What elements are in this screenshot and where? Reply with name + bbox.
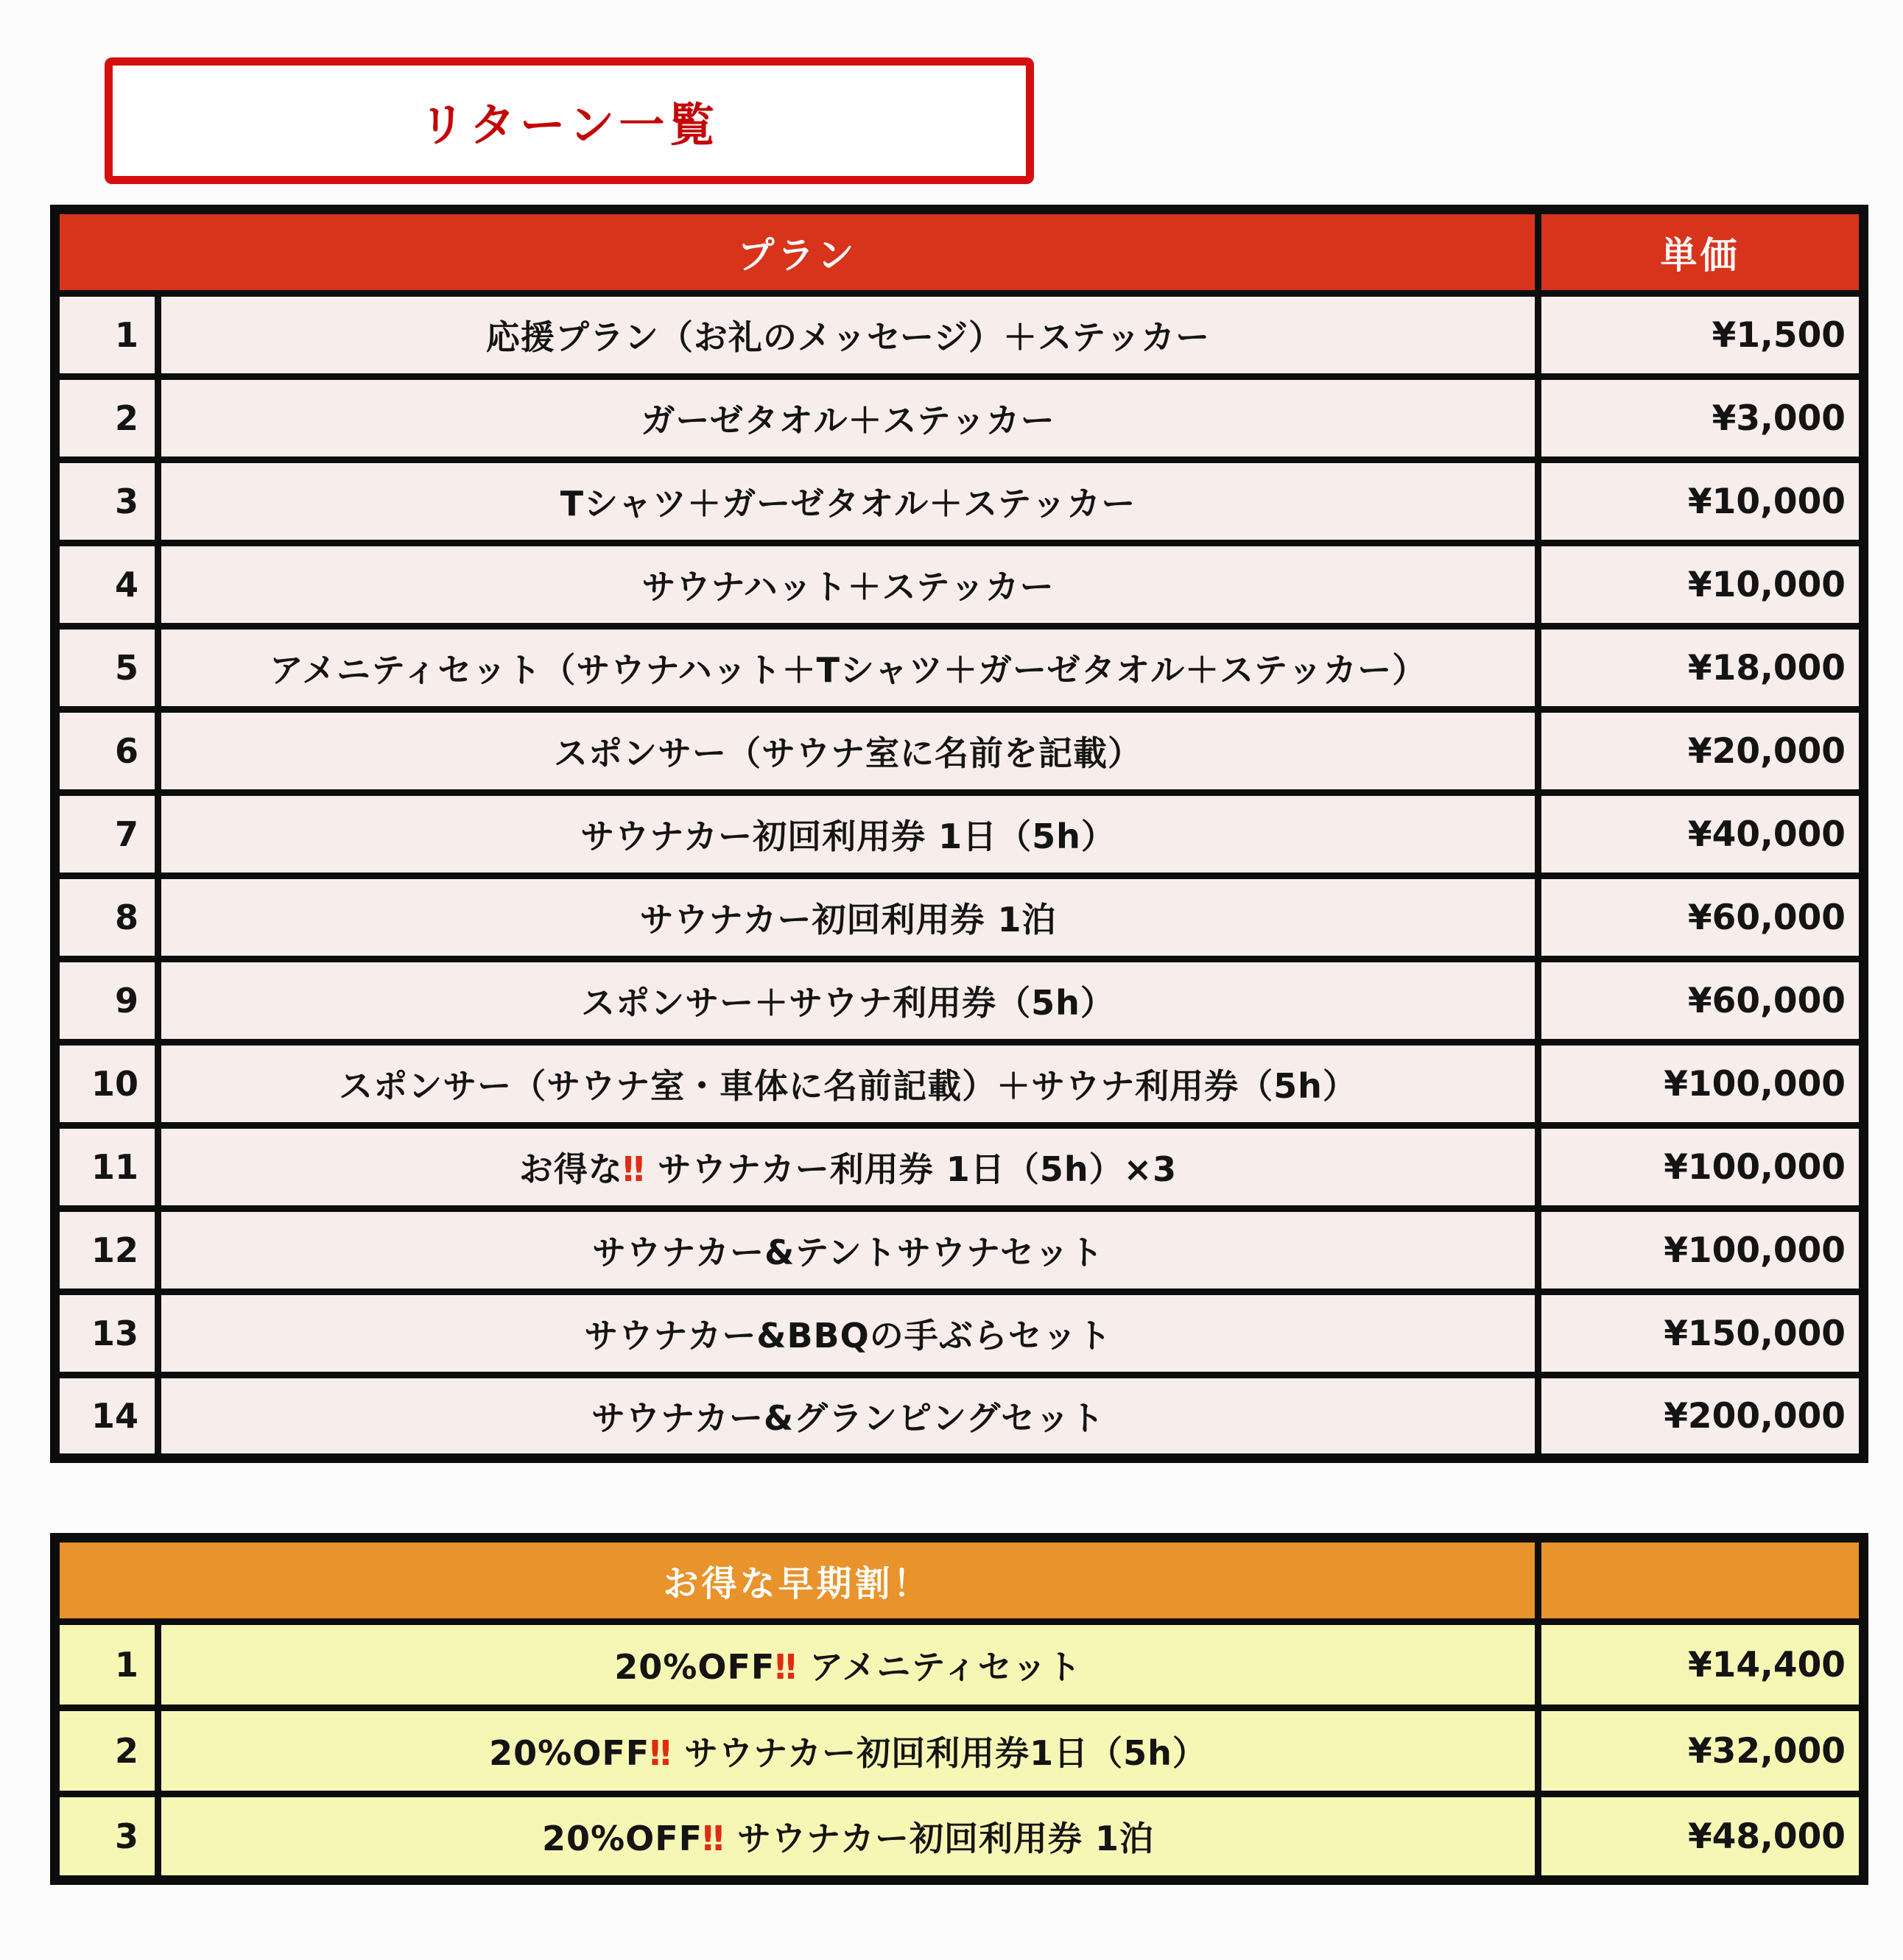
row-number: 1 [55,1622,158,1708]
double-exclamation-icon: ‼ [622,1149,645,1189]
plan-text: 20%OFF [614,1647,775,1687]
table-row [55,1292,1864,1375]
plan-text-suffix: サウナカー初回利用券1日（5h） [672,1733,1207,1773]
plan-text: スポンサー（サウナ室に名前を記載） [554,733,1142,773]
plan-cell [158,460,1538,543]
plan-text: ガーゼタオル＋ステッカー [641,401,1055,440]
row-number: 12 [55,1209,158,1292]
plan-text: サウナカー&BBQの手ぶらセット [584,1316,1112,1356]
plan-text: サウナカー&グランピングセット [591,1398,1105,1438]
plan-text: サウナカー初回利用券 1泊 [639,900,1057,940]
table-row [55,543,1864,627]
price-cell: ¥40,000 [1538,793,1864,876]
table-row [55,1209,1864,1292]
double-exclamation-icon: ‼ [650,1733,672,1773]
plan-text: サウナカー初回利用券 1日（5h） [580,817,1116,856]
table-row [55,876,1864,959]
row-number: 14 [55,1375,158,1459]
column-header-price: 単価 [1538,210,1864,294]
price-cell: ¥60,000 [1538,876,1864,959]
double-exclamation-icon: ‼ [775,1647,798,1687]
table-row [55,1126,1864,1209]
plan-text: アメニティセット（サウナハット＋Tシャツ＋ガーゼタオル＋ステッカー） [269,650,1427,690]
plan-cell [158,1794,1538,1880]
table-row [55,1375,1864,1459]
row-number: 6 [55,710,158,793]
table-row [55,793,1864,876]
title-box [105,57,1034,184]
row-number: 1 [55,294,158,377]
main-table-header-row [55,210,1864,294]
price-cell: ¥150,000 [1538,1292,1864,1375]
row-number: 4 [55,543,158,627]
price-cell: ¥1,500 [1538,294,1864,377]
price-cell: ¥20,000 [1538,710,1864,793]
plan-text-suffix: アメニティセット [797,1647,1082,1687]
price-cell: ¥60,000 [1538,959,1864,1043]
plan-cell [158,1126,1538,1209]
plan-cell [158,876,1538,959]
plan-text: 20%OFF [489,1733,650,1773]
price-cell: ¥10,000 [1538,460,1864,543]
column-header-plan: プラン [55,210,1538,294]
row-number: 2 [55,1708,158,1794]
discount-header-title: お得な早期割！ [55,1538,1538,1622]
row-number: 8 [55,876,158,959]
price-cell: ¥10,000 [1538,543,1864,627]
plan-text-suffix: サウナカー初回利用券 1泊 [724,1819,1155,1858]
table-row [55,1708,1864,1794]
table-row [55,959,1864,1043]
row-number: 7 [55,793,158,876]
price-cell: ¥100,000 [1538,1126,1864,1209]
early-discount-table [50,1533,1868,1885]
plan-text: Tシャツ＋ガーゼタオル＋ステッカー [560,484,1136,524]
plan-cell [158,543,1538,627]
plan-text-suffix: サウナカー利用券 1日（5h）×3 [644,1149,1178,1189]
plan-text: お得な [518,1149,623,1189]
plan-text: サウナハット＋ステッカー [641,567,1055,607]
plan-cell [158,1209,1538,1292]
plan-text: スポンサー（サウナ室・車体に名前記載）＋サウナ利用券（5h） [339,1066,1357,1106]
table-row [55,1622,1864,1708]
plan-text: 応援プラン（お礼のメッセージ）＋ステッカー [485,317,1211,357]
table-row [55,1794,1864,1880]
price-cell: ¥32,000 [1538,1708,1864,1794]
price-cell: ¥100,000 [1538,1209,1864,1292]
page-title: リターン一覧 [419,97,720,152]
plan-cell [158,1708,1538,1794]
plan-cell [158,793,1538,876]
plan-cell [158,710,1538,793]
row-number: 3 [55,1794,158,1880]
row-number: 13 [55,1292,158,1375]
plan-text: サウナカー&テントサウナセット [592,1233,1104,1272]
plan-text: スポンサー＋サウナ利用券（5h） [581,983,1115,1023]
discount-table-header-row [55,1538,1864,1622]
row-number: 3 [55,460,158,543]
plan-cell [158,959,1538,1043]
row-number: 10 [55,1043,158,1126]
return-list-table [50,205,1868,1463]
plan-cell [158,1375,1538,1459]
plan-cell [158,627,1538,710]
price-cell: ¥14,400 [1538,1622,1864,1708]
table-row [55,294,1864,377]
price-cell: ¥18,000 [1538,627,1864,710]
row-number: 2 [55,377,158,460]
double-exclamation-icon: ‼ [703,1819,725,1858]
table-row [55,377,1864,460]
plan-cell [158,377,1538,460]
table-row [55,710,1864,793]
discount-header-price [1538,1538,1864,1622]
price-cell: ¥200,000 [1538,1375,1864,1459]
price-cell: ¥48,000 [1538,1794,1864,1880]
row-number: 11 [55,1126,158,1209]
plan-cell [158,1292,1538,1375]
row-number: 5 [55,627,158,710]
table-row [55,460,1864,543]
price-cell: ¥100,000 [1538,1043,1864,1126]
table-row [55,627,1864,710]
price-cell: ¥3,000 [1538,377,1864,460]
table-row [55,1043,1864,1126]
plan-cell [158,1622,1538,1708]
row-number: 9 [55,959,158,1043]
plan-text: 20%OFF [541,1819,703,1858]
plan-cell [158,1043,1538,1126]
plan-cell [158,294,1538,377]
